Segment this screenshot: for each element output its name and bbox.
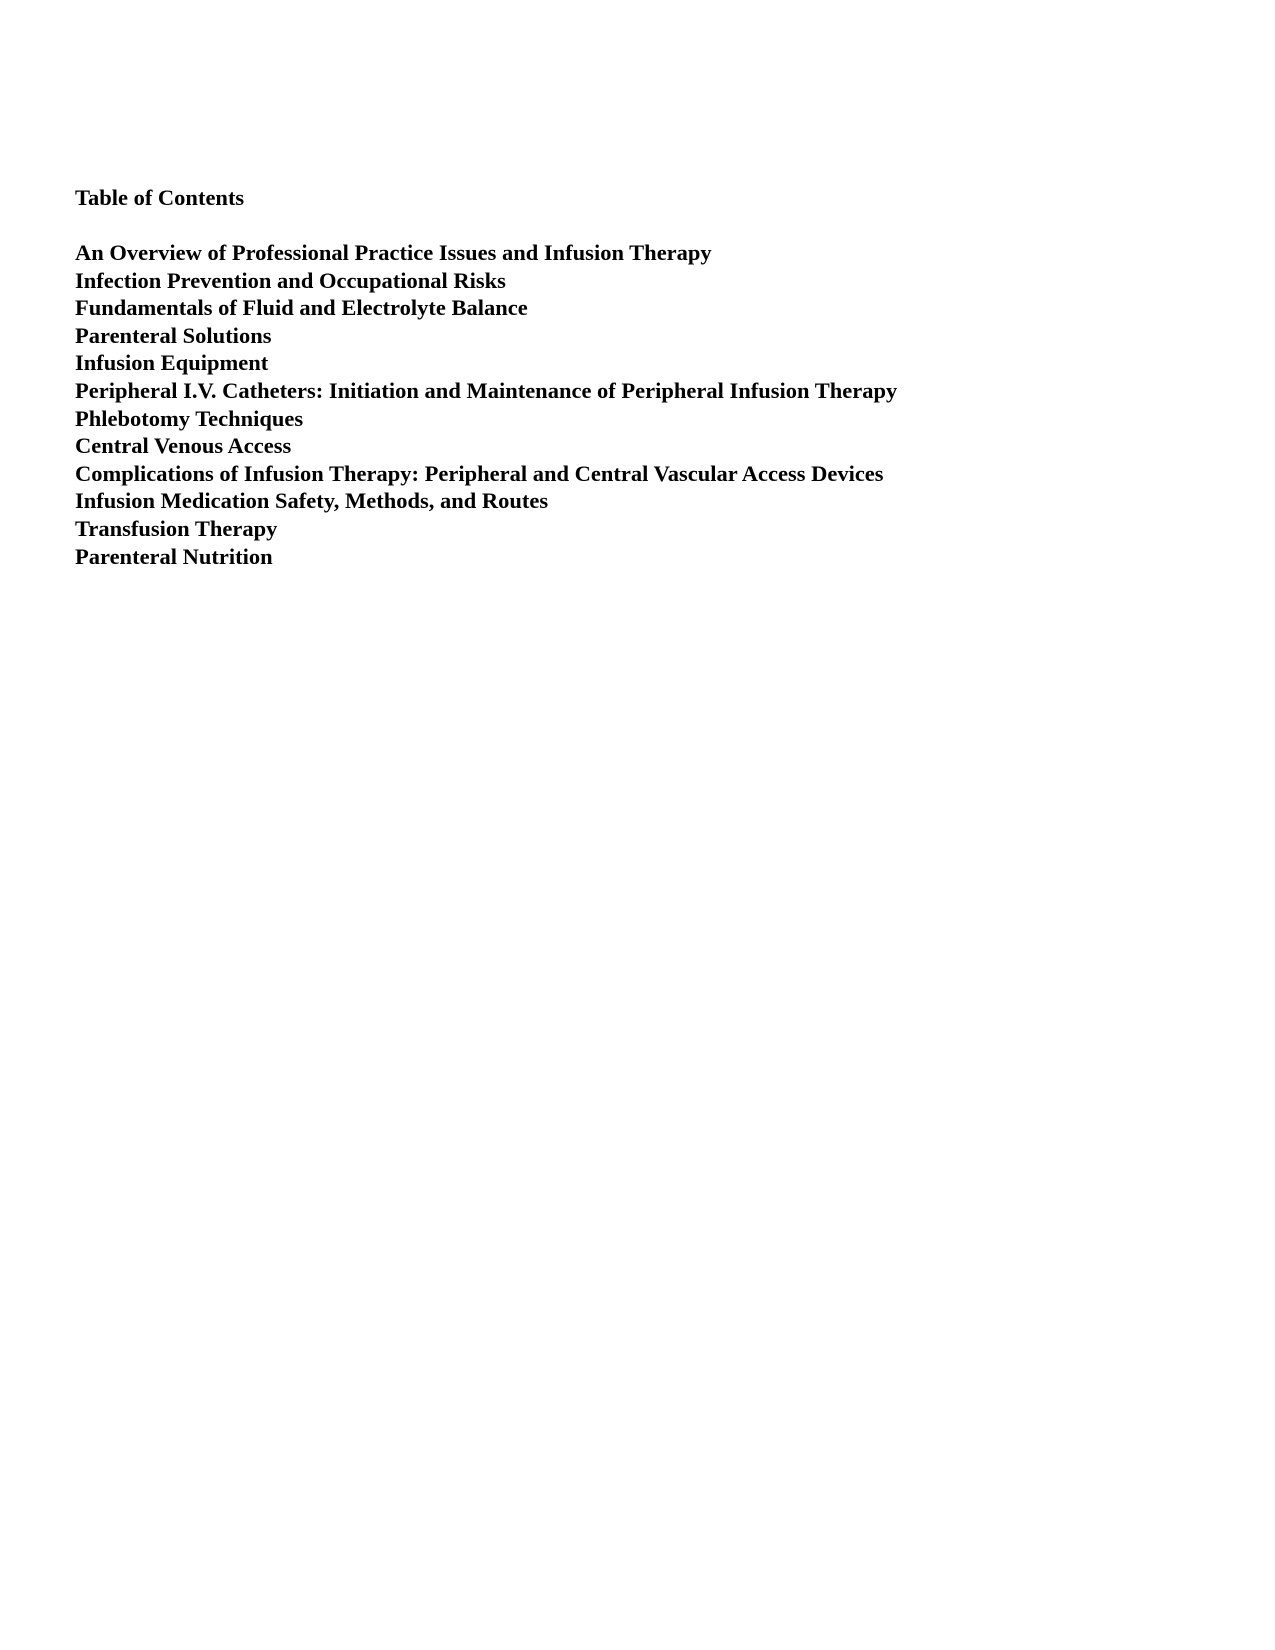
toc-entry: Fundamentals of Fluid and Electrolyte Balance xyxy=(75,295,528,321)
toc-entry: Complications of Infusion Therapy: Peripheral and Central Vascular Access Devices xyxy=(75,460,884,486)
page-title: Table of Contents xyxy=(75,185,245,210)
toc-list xyxy=(75,239,897,570)
toc-entry: Parenteral Solutions xyxy=(75,322,272,348)
toc-entry: Infection Prevention and Occupational Risks xyxy=(75,267,506,293)
toc-entry: Central Venous Access xyxy=(75,433,292,459)
toc-entry: Peripheral I.V. Catheters: Initiation and Maintenance of Peripheral Infusion Therapy xyxy=(75,377,898,403)
toc-entry: Infusion Medication Safety, Methods, and Routes xyxy=(75,488,549,514)
toc-entry: Phlebotomy Techniques xyxy=(75,405,304,431)
toc-entry: Infusion Equipment xyxy=(75,350,269,376)
toc-entry: Transfusion Therapy xyxy=(75,515,278,541)
toc-entry: An Overview of Professional Practice Issues and Infusion Therapy xyxy=(75,240,712,265)
toc-entry: Parenteral Nutrition xyxy=(75,543,273,569)
